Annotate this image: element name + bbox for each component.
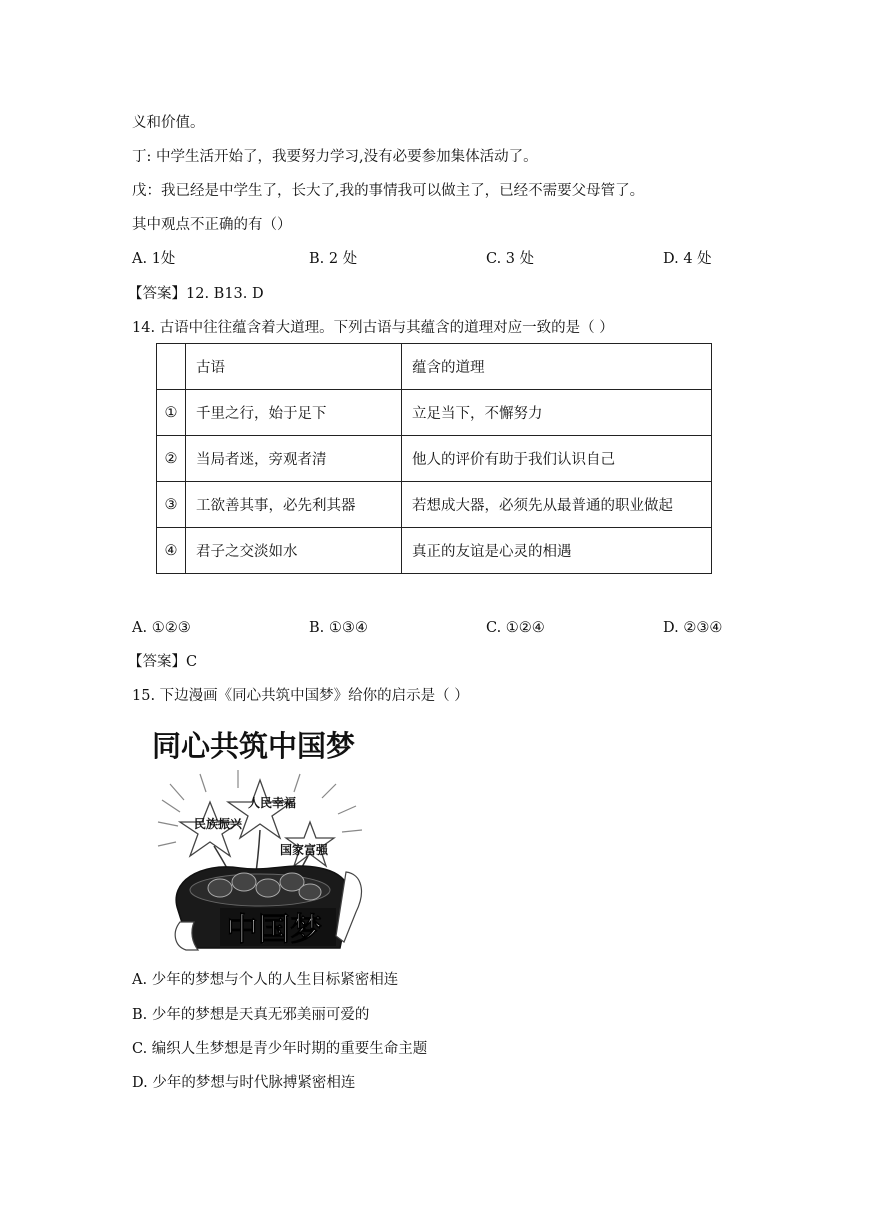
table-row: [157, 436, 712, 482]
q13-text-line-1: 义和价值。: [132, 115, 205, 131]
comic-title: 同心共筑中国梦: [152, 729, 356, 763]
q15-stem: 15. 下边漫画《同心共筑中国梦》给你的启示是（ ）: [132, 688, 469, 704]
q14-options: [132, 618, 752, 638]
answer-12-13: 【答案】12. B13. D: [128, 286, 264, 302]
q13-text-line-3: 戊：我已经是中学生了，长大了,我的事情我可以做主了，已经不需要父母管了。: [132, 183, 645, 199]
row-number: ③: [157, 482, 186, 528]
q13-option-d: D. 4 处: [663, 251, 712, 267]
table-row: [157, 482, 712, 528]
table-row: [157, 390, 712, 436]
row-number: ①: [157, 390, 186, 436]
table-header-row: [157, 344, 712, 390]
table-header-cell: 蕴含的道理: [402, 344, 712, 390]
q14-option-c: C. ①②④: [486, 620, 545, 636]
q13-option-b: B. 2 处: [309, 251, 358, 267]
q13-prompt: 其中观点不正确的有（）: [132, 217, 292, 233]
row-number: ④: [157, 528, 186, 574]
meaning-cell: 若想成大器，必须先从最普通的职业做起: [402, 482, 712, 528]
q15-option-b: B. 少年的梦想是天真无邪美丽可爱的: [132, 1007, 370, 1023]
q13-option-c: C. 3 处: [486, 251, 535, 267]
star-label-prosperity: 国家富强: [280, 843, 329, 857]
meaning-cell: 他人的评价有助于我们认识自己: [402, 436, 712, 482]
answer-14: 【答案】C: [128, 654, 198, 670]
q14-stem: 14. 古语中往往蕴含着大道理。下列古语与其蕴含的道理对应一致的是（ ）: [132, 320, 614, 336]
q14-option-d: D. ②③④: [663, 620, 723, 636]
table-header-cell: 古语: [186, 344, 402, 390]
proverb-cell: 当局者迷，旁观者清: [186, 436, 402, 482]
q14-option-a: A. ①②③: [132, 620, 191, 636]
meaning-cell: 立足当下，不懈努力: [402, 390, 712, 436]
meaning-cell: 真正的友谊是心灵的相遇: [402, 528, 712, 574]
q13-text-line-2: 丁: 中学生活开始了，我要努力学习,没有必要参加集体活动了。: [132, 149, 538, 165]
table-header-cell: [157, 344, 186, 390]
q15-option-d: D. 少年的梦想与时代脉搏紧密相连: [132, 1075, 356, 1091]
star-label-rejuvenation: 民族振兴: [194, 817, 243, 831]
q13-options: [132, 249, 752, 269]
star-label-happiness: 人民幸福: [248, 796, 297, 810]
q14-table: [156, 343, 712, 574]
row-number: ②: [157, 436, 186, 482]
q14-option-b: B. ①③④: [309, 620, 368, 636]
basket-label: 中国梦: [226, 910, 323, 948]
heart-basket: [176, 866, 350, 948]
table-row: [157, 528, 712, 574]
comic-image: [150, 722, 382, 952]
q15-option-c: C. 编织人生梦想是青少年时期的重要生命主题: [132, 1041, 428, 1057]
proverb-cell: 君子之交淡如水: [186, 528, 402, 574]
proverb-cell: 工欲善其事，必先利其器: [186, 482, 402, 528]
q15-option-a: A. 少年的梦想与个人的人生目标紧密相连: [132, 972, 399, 988]
proverb-cell: 千里之行，始于足下: [186, 390, 402, 436]
q13-option-a: A. 1处: [132, 251, 176, 267]
